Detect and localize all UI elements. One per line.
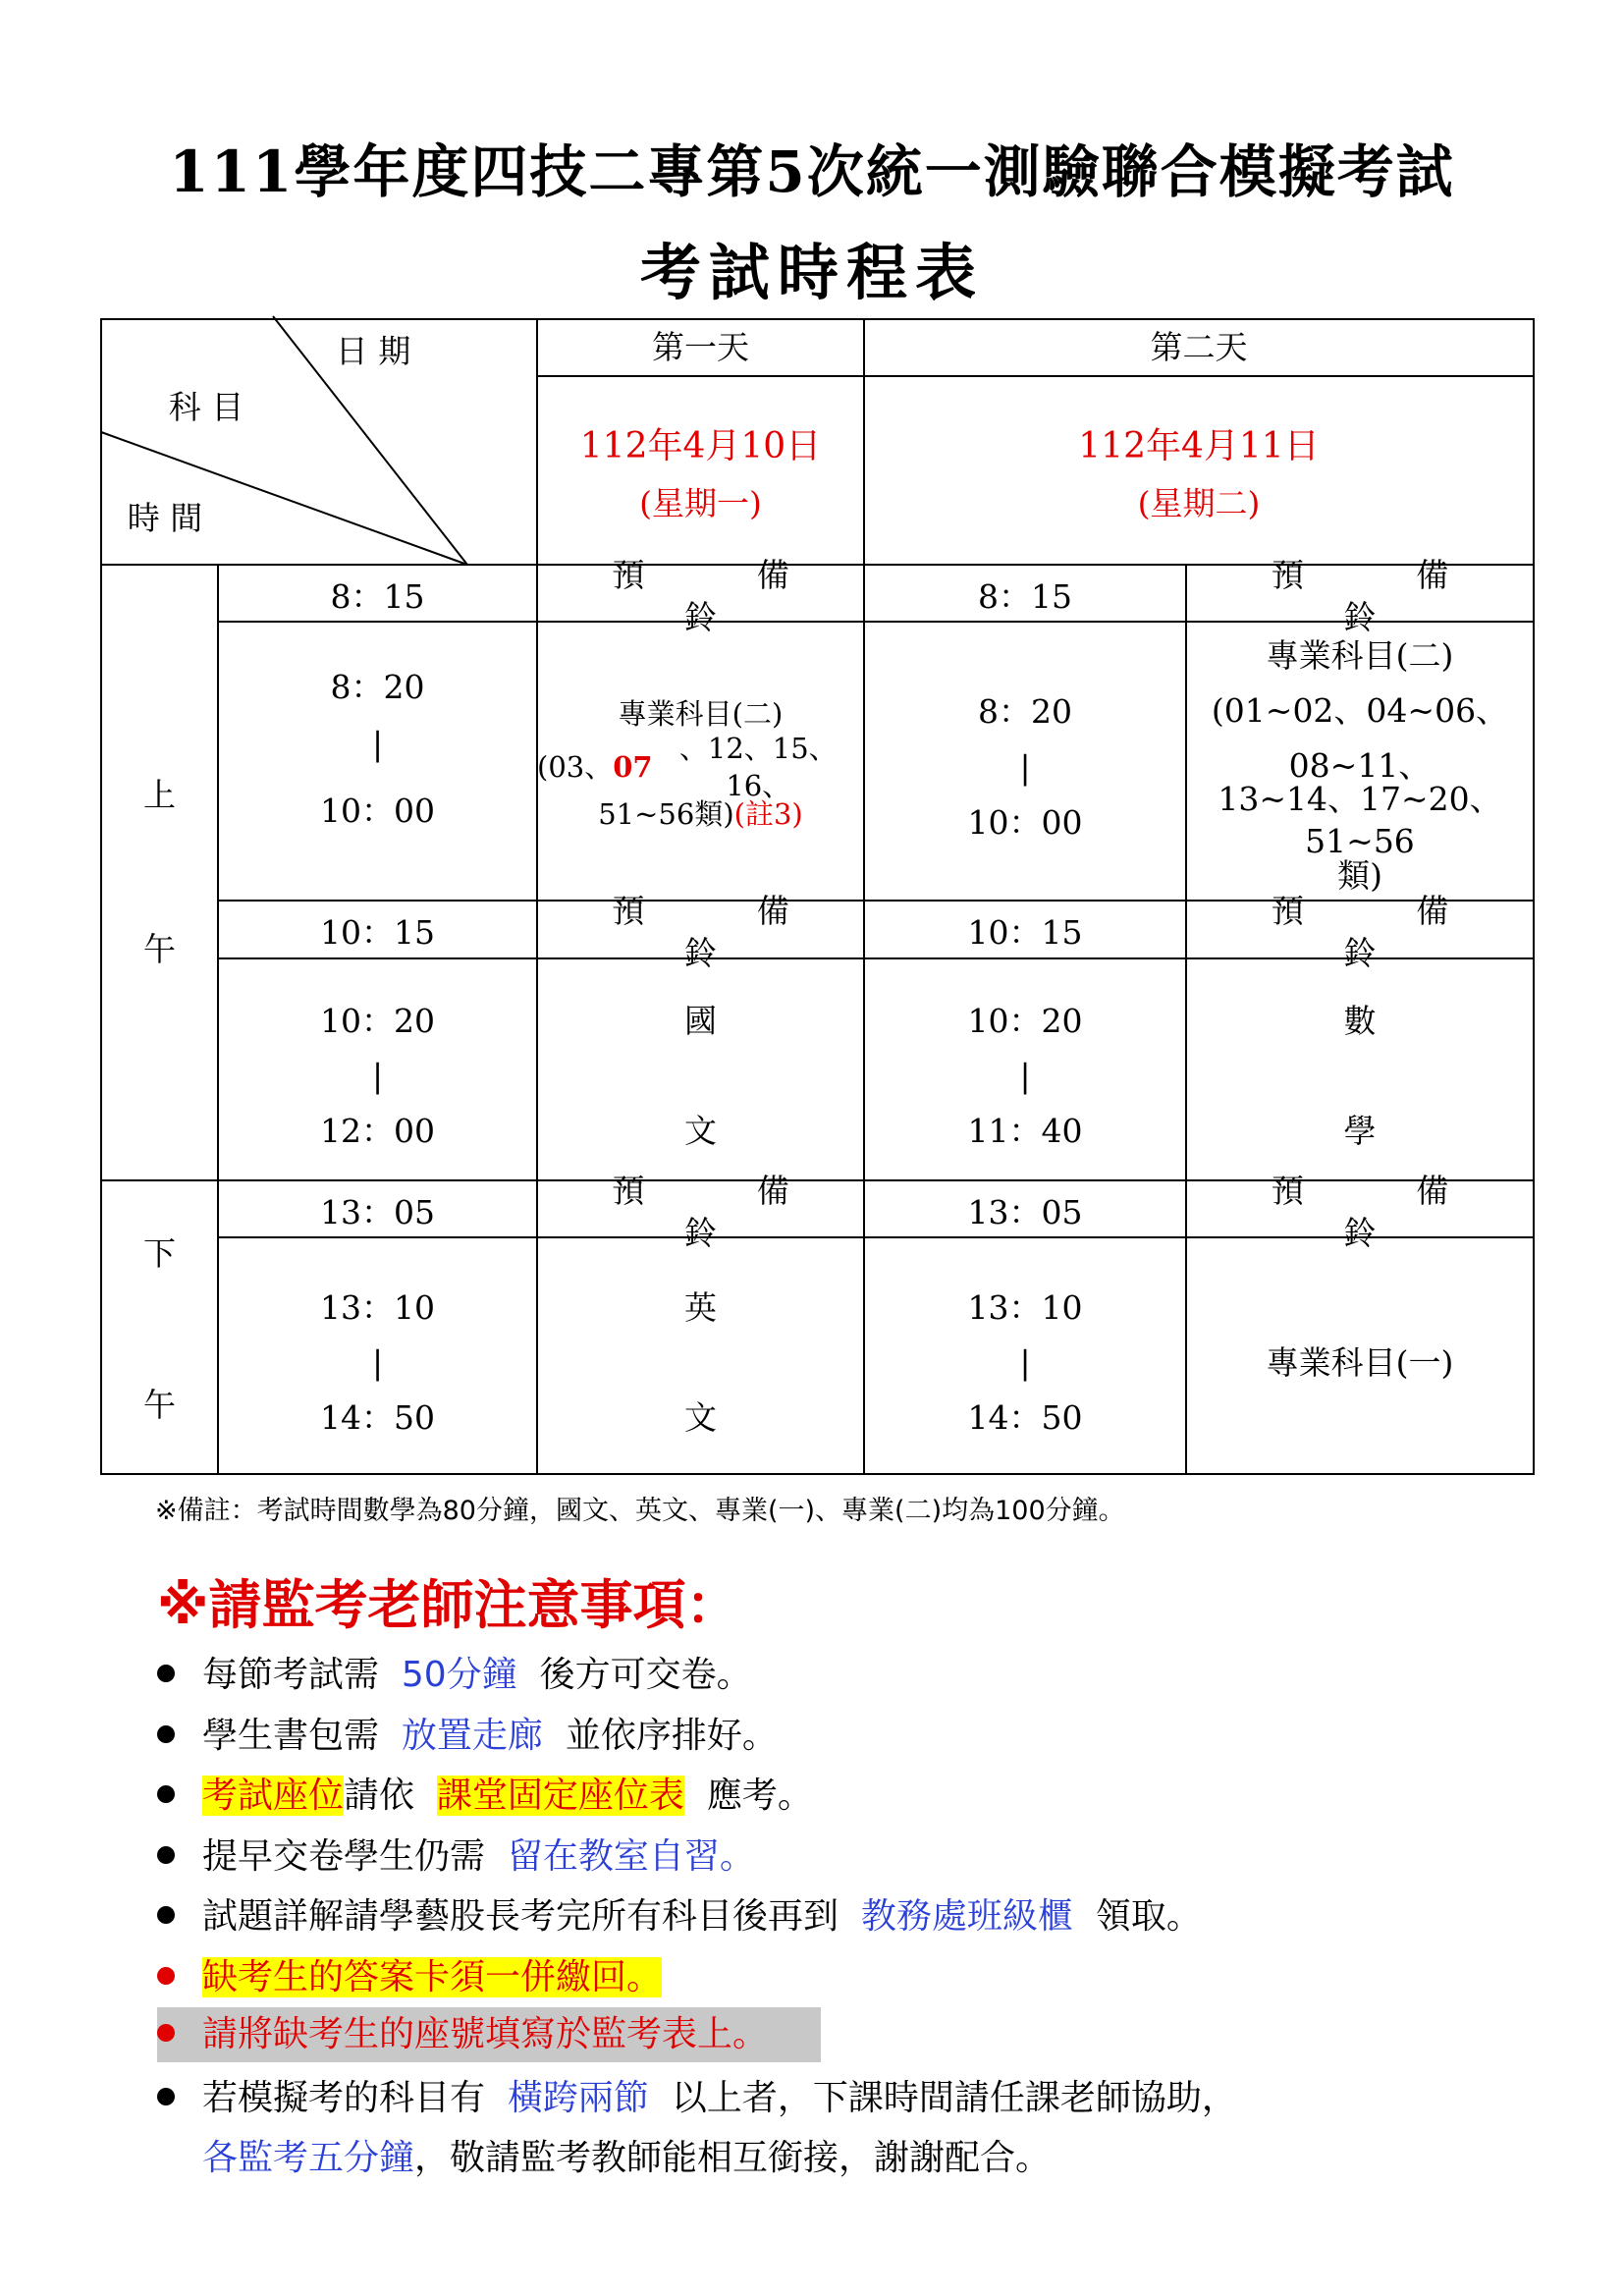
time-cell: 13：05: [967, 1192, 1083, 1231]
subject-char: 文: [684, 1111, 717, 1150]
subject-line: 類): [1337, 855, 1382, 895]
day2-weekday: (星期二): [1137, 483, 1261, 522]
time-separator: |: [371, 724, 384, 763]
subject-line: (01~02、04~06、: [1211, 690, 1509, 730]
time-cell: 12：00: [320, 1111, 435, 1150]
bullet-icon: [157, 1906, 175, 1924]
notice-text: 提早交卷學生仍需: [202, 1836, 486, 1877]
bullet-icon: [157, 1785, 175, 1803]
time-cell: 10：20: [320, 1001, 435, 1040]
notice-item: [157, 1950, 662, 2005]
time-cell: 8：20: [978, 691, 1072, 731]
notice-item-continued: [202, 2131, 1051, 2186]
day2-header: 第二天: [1150, 327, 1248, 366]
subject-line: 專業科目(一): [1266, 1342, 1454, 1382]
notice-emphasis: 橫跨兩節: [507, 2078, 649, 2118]
day1-weekday: (星期一): [639, 483, 762, 522]
subject-highlight: 07: [613, 750, 653, 785]
date-label: 日 期: [335, 331, 411, 370]
bell-cell: 預 備 鈴: [1271, 892, 1500, 972]
time-cell: 10：00: [320, 791, 435, 830]
notice-text: 以上者，下課時間請任課老師協助，: [671, 2078, 1237, 2118]
subject-char: 英: [684, 1287, 717, 1327]
bell-cell: 預 備 鈴: [612, 556, 840, 636]
subject-line: 專業科目(二): [618, 697, 784, 732]
time-separator: |: [371, 1342, 384, 1382]
subject-char: 學: [1343, 1111, 1377, 1150]
notice-emphasis: 留在教室自習。: [507, 1836, 755, 1877]
time-label: 時 間: [127, 498, 203, 537]
morning-label-1: 上: [143, 775, 176, 814]
notice-item: [157, 1709, 778, 1764]
subject-char: 數: [1343, 1001, 1377, 1040]
notice-item: [157, 1769, 813, 1824]
morning-label-2: 午: [143, 929, 176, 968]
subject-footnote: (註3): [733, 797, 803, 832]
day1-date: 112年4月10日: [579, 425, 822, 466]
time-cell: 13：10: [967, 1287, 1083, 1327]
day2-date: 112年4月11日: [1078, 425, 1320, 466]
day1-header: 第一天: [652, 327, 749, 366]
notice-text: ，敬請監考教師能相互銜接，謝謝配合。: [414, 2138, 1052, 2178]
notice-item: [157, 1648, 752, 1703]
notice-text: 領取。: [1095, 1896, 1202, 1937]
time-cell: 14：50: [320, 1397, 435, 1437]
notice-text: 請將缺考生的座號填寫於監考表上。: [202, 2014, 769, 2054]
remark-note: ※備註：考試時間數學為80分鐘，國文、英文、專業(一)、專業(二)均為100分鐘。: [155, 1496, 1125, 1526]
notice-emphasis: 各監考五分鐘: [202, 2138, 415, 2178]
subject-line: [537, 795, 864, 835]
time-cell: 10：15: [967, 912, 1083, 952]
bullet-icon: [157, 2088, 175, 2105]
notice-item: [157, 1889, 1202, 1944]
time-cell: 10：20: [967, 1001, 1083, 1040]
time-cell: 8：15: [330, 576, 425, 616]
bell-cell: 預 備 鈴: [1271, 1172, 1500, 1252]
bell-cell: 預 備 鈴: [1271, 556, 1500, 636]
subject-line: [537, 732, 864, 802]
notice-title: ※請監考老師注意事項：: [157, 1574, 739, 1636]
notice-text: 並依序排好。: [565, 1716, 778, 1756]
notice-text: 試題詳解請學藝股長考完所有科目後再到: [202, 1896, 839, 1937]
subject-text: 、12、15、16、: [678, 732, 838, 802]
time-separator: |: [1019, 1342, 1031, 1382]
notice-text: 後方可交卷。: [539, 1655, 752, 1695]
notice-highlight: 考試座位: [202, 1776, 345, 1816]
notice-emphasis: 教務處班級櫃: [860, 1896, 1073, 1937]
subject-text: 51~56類): [598, 797, 734, 832]
notice-text: 請依: [344, 1776, 415, 1816]
bullet-icon: [157, 1846, 175, 1864]
notice-item: [157, 1830, 755, 1885]
subject-line: 專業科目(二): [1266, 635, 1454, 675]
notice-text: 若模擬考的科目有: [202, 2078, 486, 2118]
notice-highlight: 缺考生的答案卡須一併繳回。: [202, 1957, 663, 1997]
time-cell: 10：15: [320, 912, 435, 952]
notice-emphasis: 50分鐘: [401, 1655, 517, 1695]
time-cell: 13：10: [320, 1287, 435, 1327]
notice-text: 應考。: [706, 1776, 813, 1816]
notice-emphasis: 放置走廊: [401, 1716, 543, 1756]
subject-text: (03、: [537, 750, 614, 785]
afternoon-label-2: 午: [143, 1385, 176, 1424]
subject-char: 國: [684, 1001, 717, 1040]
time-separator: |: [371, 1056, 384, 1095]
time-separator: |: [1019, 1056, 1031, 1095]
time-cell: 8：15: [978, 576, 1072, 616]
notice-text: 每節考試需: [202, 1655, 380, 1695]
time-cell: 8：20: [330, 667, 425, 706]
notice-highlight: 課堂固定座位表: [436, 1776, 684, 1816]
time-cell: 10：00: [967, 802, 1083, 842]
time-cell: 13：05: [320, 1192, 435, 1231]
afternoon-label-1: 下: [143, 1233, 176, 1273]
time-cell: 14：50: [967, 1397, 1083, 1437]
subject-line: 08~11、: [1288, 745, 1432, 785]
time-separator: |: [1019, 747, 1031, 787]
document-subtitle: 考試時程表: [639, 237, 984, 308]
bullet-icon: [157, 1725, 175, 1743]
bell-cell: 預 備 鈴: [612, 892, 840, 972]
subject-char: 文: [684, 1397, 717, 1437]
subject-label: 科 目: [168, 387, 244, 426]
bullet-icon: [157, 1967, 175, 1985]
notice-item: [157, 2007, 821, 2062]
subject-line: 13~14、17~20、51~56: [1218, 780, 1502, 860]
document-title: 111學年度四技二專第5次統一測驗聯合模擬考試: [169, 138, 1455, 205]
time-cell: 11：40: [967, 1111, 1083, 1150]
bell-cell: 預 備 鈴: [612, 1172, 840, 1252]
bullet-icon: [157, 1665, 175, 1682]
notice-text: 學生書包需: [202, 1716, 380, 1756]
bullet-icon: [157, 2024, 175, 2042]
notice-item: [157, 2071, 1237, 2126]
